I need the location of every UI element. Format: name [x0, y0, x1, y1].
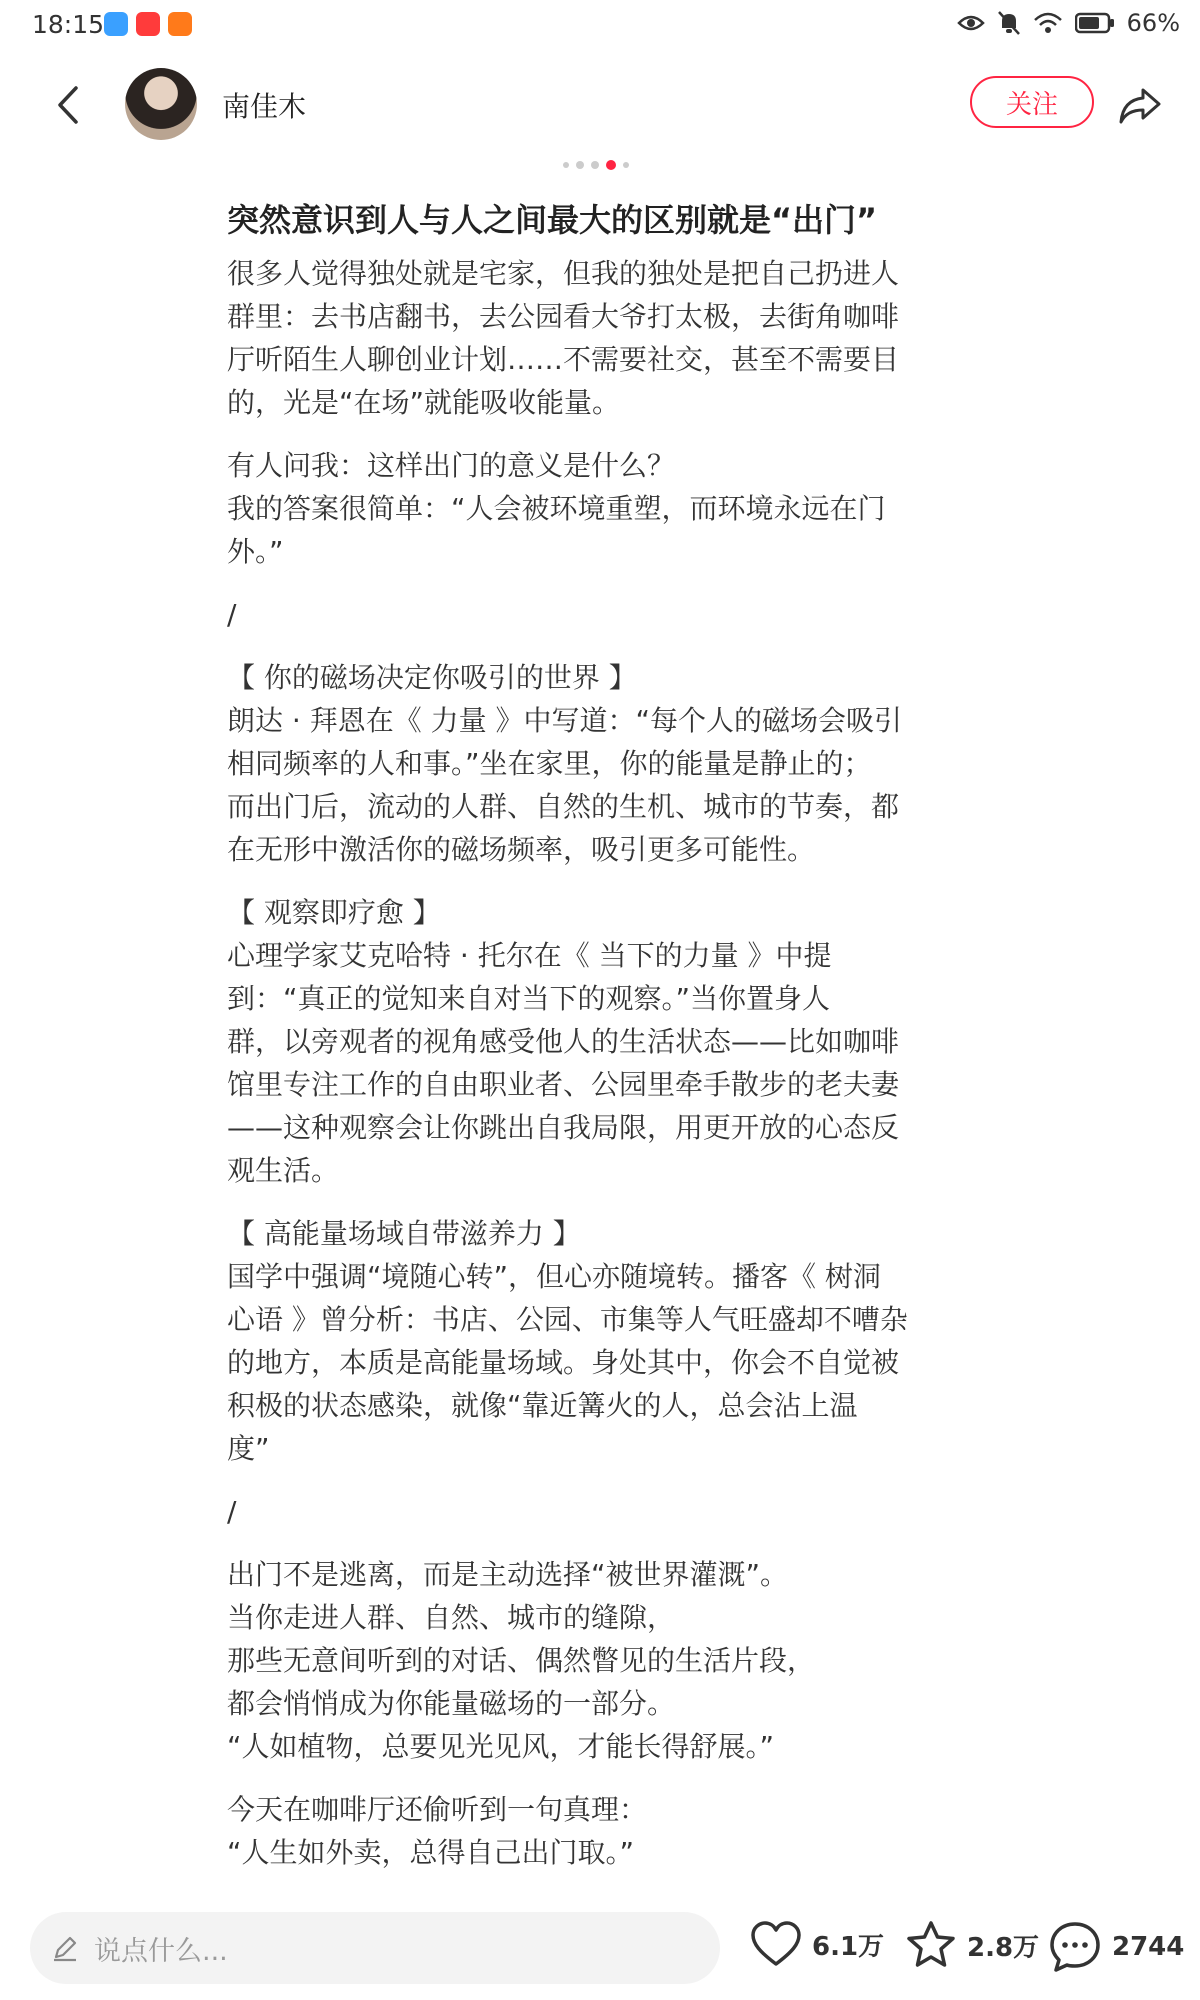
paragraph [227, 252, 962, 424]
text-line: 到：“真正的觉知来自对当下的观察。”当你置身人 [227, 982, 831, 1015]
paragraph [227, 656, 962, 871]
star-icon [905, 1920, 957, 1970]
text-line: / [227, 598, 237, 631]
text-line: 馆里专注工作的自由职业者、公园里牵手散步的老夫妻 [227, 1068, 900, 1101]
text-line: 厅听陌生人聊创业计划……不需要社交，甚至不需要目 [227, 343, 900, 376]
carousel-dot [576, 161, 584, 169]
favorite-button[interactable] [905, 1920, 1039, 1970]
comment-count: 2744 [1112, 1932, 1185, 1962]
app-notification-icon [168, 12, 192, 36]
text-line: 当你走进人群、自然、城市的缝隙， [227, 1601, 676, 1634]
text-line: 积极的状态感染，就像“靠近篝火的人，总会沾上温 [227, 1389, 858, 1422]
favorite-count: 2.8万 [967, 1932, 1040, 1963]
carousel-dot-active [606, 160, 616, 170]
status-app-icons [104, 12, 192, 36]
text-line: 的地方，本质是高能量场域。身处其中，你会不自觉被 [227, 1346, 900, 1379]
paragraph [227, 1788, 962, 1874]
post-title: 突然意识到人与人之间最大的区别就是“出门” [227, 201, 878, 239]
author-avatar[interactable] [125, 68, 197, 140]
section-heading: 【 观察即疗愈 】 [227, 896, 441, 929]
text-line: 朗达 · 拜恩在《 力量 》中写道：“每个人的磁场会吸引 [227, 704, 903, 737]
text-line: 心理学家艾克哈特 · 托尔在《 当下的力量 》中提 [227, 939, 832, 972]
share-icon[interactable] [1115, 80, 1165, 130]
text-line: 而出门后，流动的人群、自然的生机、城市的节奏，都 [227, 790, 900, 823]
like-button[interactable] [750, 1920, 884, 1968]
comment-placeholder: 说点什么... [94, 1935, 228, 1967]
paragraph [227, 1553, 962, 1768]
text-line: “人生如外卖，总得自己出门取。” [227, 1836, 635, 1869]
carousel-dot [563, 162, 569, 168]
app-notification-icon [136, 12, 160, 36]
text-line: 群里：去书店翻书，去公园看大爷打太极，去街角咖啡 [227, 300, 900, 333]
back-icon[interactable] [44, 80, 94, 130]
text-line: 出门不是逃离，而是主动选择“被世界灌溉”。 [227, 1558, 789, 1591]
text-line: 很多人觉得独处就是宅家，但我的独处是把自己扔进人 [227, 257, 900, 290]
comment-icon [1048, 1920, 1102, 1974]
heart-icon [750, 1920, 802, 1968]
text-line: “人如植物，总要见光见风，才能长得舒展。” [227, 1730, 775, 1763]
paragraph [227, 1212, 962, 1470]
carousel-dot [623, 162, 629, 168]
battery-icon [1075, 12, 1115, 34]
text-line: 今天在咖啡厅还偷听到一句真理： [227, 1793, 648, 1826]
post-header [0, 60, 1200, 150]
status-bar [0, 0, 1200, 50]
paragraph [227, 891, 962, 1192]
separator [227, 593, 962, 636]
text-line: 都会悄悄成为你能量磁场的一部分。 [227, 1687, 676, 1720]
mute-icon [997, 10, 1021, 36]
author-name[interactable]: 南佳木 [222, 90, 307, 123]
text-line: 在无形中激活你的磁场频率，吸引更多可能性。 [227, 833, 816, 866]
text-line: 观生活。 [227, 1154, 340, 1187]
text-line: 度” [227, 1432, 270, 1465]
follow-button[interactable]: 关注 [970, 76, 1094, 128]
text-line: 外。” [227, 535, 284, 568]
text-line: 相同频率的人和事。”坐在家里，你的能量是静止的； [227, 747, 872, 780]
like-count: 6.1万 [812, 1931, 885, 1962]
battery-percentage: 66% [1126, 9, 1180, 37]
wifi-icon [1033, 12, 1063, 34]
bottom-action-bar [0, 1900, 1200, 2000]
post-content [227, 196, 962, 1894]
pencil-icon [50, 1933, 80, 1963]
status-time: 18:15 [32, 10, 105, 39]
section-heading: 【 你的磁场决定你吸引的世界 】 [227, 661, 637, 694]
comment-button[interactable] [1048, 1920, 1184, 1974]
text-line: 那些无意间听到的对话、偶然瞥见的生活片段， [227, 1644, 816, 1677]
paragraph [227, 444, 962, 573]
text-line: 国学中强调“境随心转”，但心亦随境转。播客《 树洞 [227, 1260, 881, 1293]
app-notification-icon [104, 12, 128, 36]
comment-input[interactable] [30, 1912, 720, 1984]
text-line: 我的答案很简单：“人会被环境重塑，而环境永远在门 [227, 492, 886, 525]
text-line: / [227, 1495, 237, 1528]
text-line: ——这种观察会让你跳出自我局限，用更开放的心态反 [227, 1111, 900, 1144]
eye-icon [957, 13, 985, 33]
carousel-indicator [563, 160, 629, 170]
section-heading: 【 高能量场域自带滋养力 】 [227, 1217, 581, 1250]
carousel-dot [591, 161, 599, 169]
status-indicators [957, 9, 1180, 37]
separator [227, 1490, 962, 1533]
text-line: 群，以旁观者的视角感受他人的生活状态——比如咖啡 [227, 1025, 900, 1058]
text-line: 有人问我：这样出门的意义是什么？ [227, 449, 676, 482]
text-line: 心语 》曾分析：书店、公园、市集等人气旺盛却不嘈杂 [227, 1303, 908, 1336]
text-line: 的，光是“在场”就能吸收能量。 [227, 386, 621, 419]
